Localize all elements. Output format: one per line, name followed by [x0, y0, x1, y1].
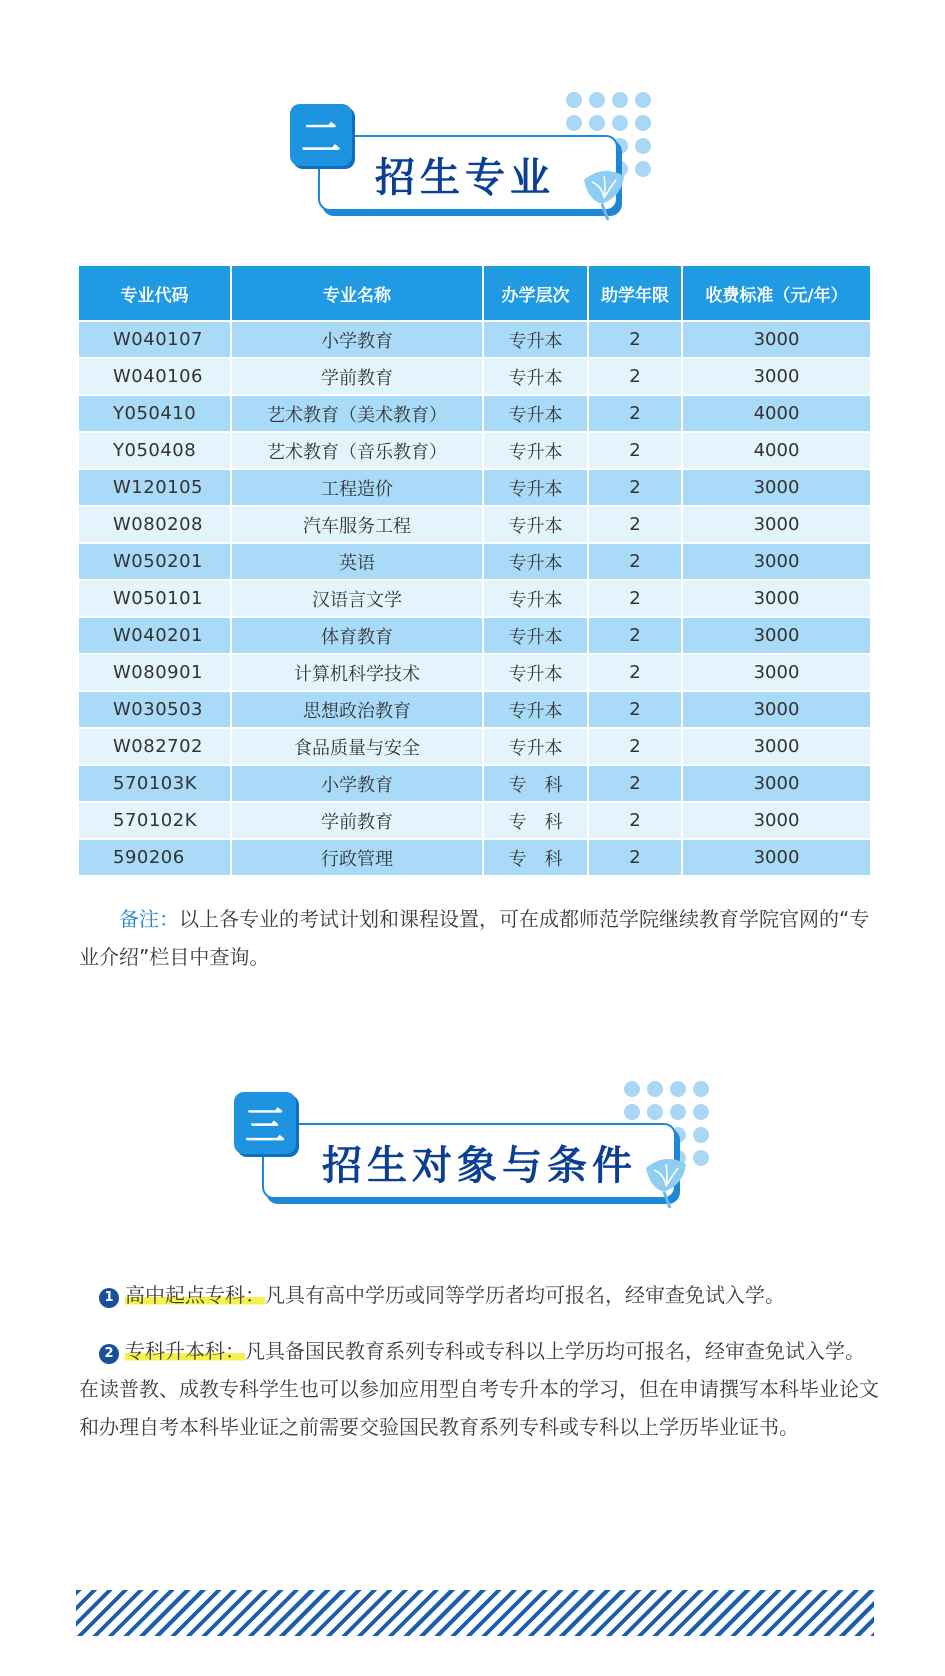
section3-number: 三	[245, 1103, 285, 1150]
condition-item-2	[79, 1332, 879, 1446]
code-cell: W082702	[79, 728, 231, 765]
level-cell: 专 科	[483, 802, 588, 839]
years-cell: 2	[588, 432, 682, 469]
fee-cell: 3000	[682, 580, 870, 617]
fee-cell: 3000	[682, 469, 870, 506]
years-cell: 2	[588, 543, 682, 580]
item-number-badge: 2	[99, 1344, 119, 1364]
years-cell: 2	[588, 469, 682, 506]
item-label-highlight: 专科升本科：	[125, 1339, 245, 1363]
footer-stripe-band	[76, 1590, 874, 1636]
level-cell: 专升本	[483, 358, 588, 395]
col-header-level: 办学层次	[483, 266, 588, 321]
ginkgo-leaf-icon	[640, 1154, 690, 1210]
col-header-fee: 收费标准（元/年）	[682, 266, 870, 321]
fee-cell: 3000	[682, 765, 870, 802]
years-cell: 2	[588, 691, 682, 728]
code-cell: 570103K	[79, 765, 231, 802]
years-cell: 2	[588, 765, 682, 802]
name-cell: 艺术教育（美术教育）	[231, 395, 483, 432]
fee-cell: 3000	[682, 543, 870, 580]
fee-cell: 3000	[682, 506, 870, 543]
level-cell: 专升本	[483, 691, 588, 728]
fee-cell: 3000	[682, 617, 870, 654]
name-cell: 学前教育	[231, 802, 483, 839]
level-cell: 专升本	[483, 506, 588, 543]
name-cell: 行政管理	[231, 839, 483, 875]
name-cell: 汽车服务工程	[231, 506, 483, 543]
name-cell: 小学教育	[231, 765, 483, 802]
level-cell: 专升本	[483, 580, 588, 617]
item-label-highlight: 高中起点专科：	[125, 1283, 265, 1307]
code-cell: 570102K	[79, 802, 231, 839]
level-cell: 专升本	[483, 543, 588, 580]
code-cell: W080901	[79, 654, 231, 691]
section3-title: 招生对象与条件	[322, 1143, 637, 1189]
item-number-badge: 1	[99, 1288, 119, 1308]
code-cell: Y050408	[79, 432, 231, 469]
item-text: 凡具备国民教育系列专科或专科以上学历均可报名，经审查免试入学。在读普教、成教专科学生也可以参加应用型自考专升本的学习，但在申请撰写本科毕业论文和办理自考本科毕业证之前需要交验国民教育系列专科或专科以上学历毕业证书。	[79, 1339, 879, 1439]
name-cell: 汉语言文学	[231, 580, 483, 617]
name-cell: 体育教育	[231, 617, 483, 654]
years-cell: 2	[588, 395, 682, 432]
name-cell: 计算机科学技术	[231, 654, 483, 691]
section3-number-box	[234, 1092, 296, 1154]
level-cell: 专升本	[483, 321, 588, 358]
fee-cell: 3000	[682, 358, 870, 395]
level-cell: 专升本	[483, 469, 588, 506]
level-cell: 专 科	[483, 765, 588, 802]
col-header-years: 助学年限	[588, 266, 682, 321]
years-cell: 2	[588, 506, 682, 543]
years-cell: 2	[588, 802, 682, 839]
years-cell: 2	[588, 617, 682, 654]
years-cell: 2	[588, 839, 682, 875]
name-cell: 艺术教育（音乐教育）	[231, 432, 483, 469]
fee-cell: 3000	[682, 728, 870, 765]
code-cell: W120105	[79, 469, 231, 506]
fee-cell: 3000	[682, 839, 870, 875]
col-header-name: 专业名称	[231, 266, 483, 321]
fee-cell: 3000	[682, 654, 870, 691]
name-cell: 小学教育	[231, 321, 483, 358]
name-cell: 思想政治教育	[231, 691, 483, 728]
code-cell: W030503	[79, 691, 231, 728]
fee-cell: 4000	[682, 395, 870, 432]
section2-title: 招生专业	[375, 155, 555, 201]
years-cell: 2	[588, 580, 682, 617]
col-header-code: 专业代码	[79, 266, 231, 321]
level-cell: 专 科	[483, 839, 588, 875]
code-cell: W050201	[79, 543, 231, 580]
name-cell: 学前教育	[231, 358, 483, 395]
fee-cell: 4000	[682, 432, 870, 469]
note-lead: 备注：	[119, 907, 179, 931]
section2-number: 二	[301, 115, 341, 162]
years-cell: 2	[588, 654, 682, 691]
code-cell: W080208	[79, 506, 231, 543]
fee-cell: 3000	[682, 802, 870, 839]
level-cell: 专升本	[483, 432, 588, 469]
level-cell: 专升本	[483, 395, 588, 432]
years-cell: 2	[588, 321, 682, 358]
code-cell: W040201	[79, 617, 231, 654]
fee-cell: 3000	[682, 691, 870, 728]
item-text: 凡具有高中学历或同等学历者均可报名，经审查免试入学。	[265, 1283, 785, 1307]
name-cell: 工程造价	[231, 469, 483, 506]
code-cell: Y050410	[79, 395, 231, 432]
name-cell: 食品质量与安全	[231, 728, 483, 765]
level-cell: 专升本	[483, 728, 588, 765]
code-cell: W040106	[79, 358, 231, 395]
fee-cell: 3000	[682, 321, 870, 358]
note-text: 以上各专业的考试计划和课程设置，可在成都师范学院继续教育学院官网的“专业介绍”栏目中查询。	[79, 907, 870, 969]
code-cell: 590206	[79, 839, 231, 875]
years-cell: 2	[588, 728, 682, 765]
condition-item-1	[79, 1276, 879, 1314]
level-cell: 专升本	[483, 654, 588, 691]
name-cell: 英语	[231, 543, 483, 580]
level-cell: 专升本	[483, 617, 588, 654]
code-cell: W050101	[79, 580, 231, 617]
years-cell: 2	[588, 358, 682, 395]
code-cell: W040107	[79, 321, 231, 358]
